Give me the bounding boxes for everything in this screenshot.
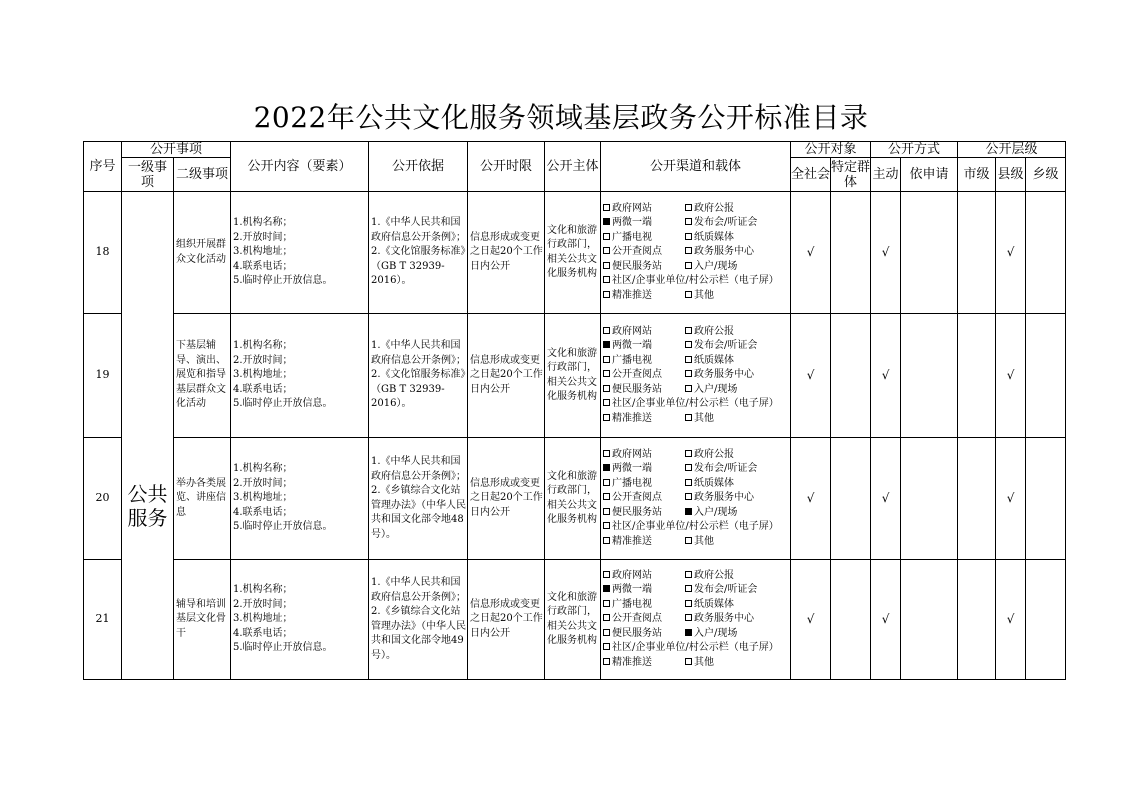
channel-line bbox=[603, 627, 789, 642]
channel-label: 政府公报 bbox=[694, 569, 735, 581]
channel-option bbox=[603, 412, 685, 427]
audience-all-mark: √ bbox=[791, 560, 831, 680]
level-county-mark: √ bbox=[996, 192, 1026, 314]
table-row bbox=[84, 560, 1066, 680]
unchecked-box-icon bbox=[603, 508, 610, 515]
channel-line bbox=[603, 383, 789, 398]
channel-option bbox=[603, 216, 685, 231]
channel-line bbox=[603, 216, 789, 231]
channel-label: 便民服务站 bbox=[612, 506, 663, 518]
unchecked-box-icon bbox=[685, 585, 692, 592]
channel-option bbox=[603, 354, 685, 369]
method-active-mark: √ bbox=[871, 560, 901, 680]
content-line: 3.机构地址； bbox=[233, 492, 293, 504]
method-active-mark: √ bbox=[871, 314, 901, 438]
row-seq: 20 bbox=[84, 438, 122, 560]
row-content bbox=[231, 192, 369, 314]
content-line: 5.临时停止开放信息。 bbox=[233, 398, 333, 410]
channel-label: 入户/现场 bbox=[694, 260, 738, 272]
audience-specific-mark bbox=[831, 560, 871, 680]
row-item: 组织开展群众文化活动 bbox=[174, 192, 231, 314]
unchecked-box-icon bbox=[603, 450, 610, 457]
channel-label: 政府公报 bbox=[694, 448, 735, 460]
page-title: 2022年公共文化服务领域基层政务公开标准目录 bbox=[253, 101, 869, 134]
channel-line bbox=[603, 612, 789, 627]
channel-option bbox=[603, 520, 779, 535]
table-row bbox=[84, 438, 1066, 560]
channel-option bbox=[603, 598, 685, 613]
channel-line bbox=[603, 462, 789, 477]
channel-option bbox=[685, 598, 734, 613]
channel-label: 其他 bbox=[694, 535, 715, 547]
unchecked-box-icon bbox=[685, 204, 692, 211]
channel-line bbox=[603, 520, 789, 535]
channel-option bbox=[685, 477, 734, 492]
channel-option bbox=[685, 583, 757, 598]
content-line: 4.联系电话； bbox=[233, 627, 293, 639]
level-city-mark bbox=[958, 314, 996, 438]
channel-line bbox=[603, 368, 789, 383]
level-city-mark bbox=[958, 192, 996, 314]
channel-line bbox=[603, 506, 789, 521]
channel-option bbox=[685, 569, 734, 584]
channel-line bbox=[603, 202, 789, 217]
unchecked-box-icon bbox=[603, 493, 610, 500]
checked-box-icon bbox=[603, 218, 610, 225]
channel-label: 公开查阅点 bbox=[612, 492, 663, 504]
unchecked-box-icon bbox=[685, 370, 692, 377]
channel-label: 发布会/听证会 bbox=[694, 463, 758, 475]
table-body bbox=[84, 192, 1066, 680]
category-cell bbox=[122, 192, 174, 680]
channel-label: 广播电视 bbox=[612, 354, 653, 366]
channel-option bbox=[603, 612, 685, 627]
channel-option bbox=[685, 383, 737, 398]
unchecked-box-icon bbox=[685, 571, 692, 578]
channel-label: 社区/企事业单位/村公示栏（电子屏） bbox=[612, 398, 779, 410]
row-basis: 1.《中华人民共和国政府信息公开条例》；2.《文化馆服务标准》（GB T 32939-2016）。 bbox=[369, 314, 468, 438]
channel-option bbox=[603, 368, 685, 383]
checked-box-icon bbox=[603, 464, 610, 471]
unchecked-box-icon bbox=[685, 233, 692, 240]
row-channels bbox=[601, 192, 791, 314]
row-channels bbox=[601, 560, 791, 680]
channel-option bbox=[603, 462, 685, 477]
header-level-group: 公开层级 bbox=[958, 142, 1066, 158]
header-level-city: 市级 bbox=[958, 158, 996, 192]
checked-box-icon bbox=[603, 341, 610, 348]
unchecked-box-icon bbox=[685, 537, 692, 544]
unchecked-box-icon bbox=[603, 247, 610, 254]
unchecked-box-icon bbox=[603, 399, 610, 406]
content-line: 2.开放时间； bbox=[233, 354, 293, 366]
unchecked-box-icon bbox=[685, 414, 692, 421]
content-line: 4.联系电话； bbox=[233, 260, 293, 272]
channel-label: 纸质媒体 bbox=[694, 354, 735, 366]
channel-line bbox=[603, 656, 789, 671]
header-subject: 公开主体 bbox=[545, 142, 601, 192]
channel-option bbox=[603, 535, 685, 550]
channel-option bbox=[685, 462, 757, 477]
row-subject: 文化和旅游行政部门，相关公共文化服务机构 bbox=[545, 560, 601, 680]
row-seq: 21 bbox=[84, 560, 122, 680]
level-county-mark: √ bbox=[996, 314, 1026, 438]
channel-label: 政府网站 bbox=[612, 202, 653, 214]
header-level1: 一级事项 bbox=[122, 158, 174, 192]
row-item: 下基层辅导、演出、展览和指导基层群众文化活动 bbox=[174, 314, 231, 438]
channel-line bbox=[603, 569, 789, 584]
channel-line bbox=[603, 641, 789, 656]
channel-label: 政务服务中心 bbox=[694, 369, 755, 381]
level-town-mark bbox=[1026, 560, 1066, 680]
channel-line bbox=[603, 448, 789, 463]
channel-line bbox=[603, 412, 789, 427]
method-request-mark bbox=[901, 438, 958, 560]
unchecked-box-icon bbox=[603, 291, 610, 298]
audience-all-mark: √ bbox=[791, 438, 831, 560]
channel-label: 广播电视 bbox=[612, 598, 653, 610]
level-town-mark bbox=[1026, 314, 1066, 438]
channel-line bbox=[603, 598, 789, 613]
channel-label: 公开查阅点 bbox=[612, 369, 663, 381]
header-level-town: 乡级 bbox=[1026, 158, 1066, 192]
channel-line bbox=[603, 245, 789, 260]
unchecked-box-icon bbox=[685, 450, 692, 457]
audience-specific-mark bbox=[831, 192, 871, 314]
method-request-mark bbox=[901, 560, 958, 680]
channel-line bbox=[603, 260, 789, 275]
category-label: 公共服务 bbox=[127, 481, 168, 530]
channel-option bbox=[685, 339, 757, 354]
unchecked-box-icon bbox=[603, 276, 610, 283]
channel-label: 公开查阅点 bbox=[612, 613, 663, 625]
channel-option bbox=[685, 245, 754, 260]
unchecked-box-icon bbox=[685, 262, 692, 269]
row-content bbox=[231, 560, 369, 680]
channel-option bbox=[603, 448, 685, 463]
channel-label: 政务服务中心 bbox=[694, 613, 755, 625]
method-active-mark: √ bbox=[871, 192, 901, 314]
level-town-mark bbox=[1026, 192, 1066, 314]
audience-specific-mark bbox=[831, 314, 871, 438]
content-line: 4.联系电话； bbox=[233, 383, 293, 395]
unchecked-box-icon bbox=[603, 370, 610, 377]
audience-all-mark: √ bbox=[791, 314, 831, 438]
channel-label: 社区/企事业单位/村公示栏（电子屏） bbox=[612, 275, 779, 287]
header-method-request: 依申请 bbox=[901, 158, 958, 192]
row-deadline: 信息形成或变更之日起20个工作日内公开 bbox=[468, 192, 545, 314]
channel-option bbox=[685, 260, 737, 275]
unchecked-box-icon bbox=[685, 291, 692, 298]
channel-label: 两微一端 bbox=[612, 463, 653, 475]
unchecked-box-icon bbox=[603, 629, 610, 636]
header-audience-group: 公开对象 bbox=[791, 142, 871, 158]
header-level2: 二级事项 bbox=[174, 158, 231, 192]
unchecked-box-icon bbox=[603, 600, 610, 607]
header-level-county: 县级 bbox=[996, 158, 1026, 192]
channel-option bbox=[603, 627, 685, 642]
unchecked-box-icon bbox=[685, 464, 692, 471]
unchecked-box-icon bbox=[685, 247, 692, 254]
channel-label: 政府网站 bbox=[612, 325, 653, 337]
channel-option bbox=[685, 289, 714, 304]
content-line: 5.临时停止开放信息。 bbox=[233, 521, 333, 533]
channel-label: 入户/现场 bbox=[694, 627, 738, 639]
header-basis: 公开依据 bbox=[369, 142, 468, 192]
channel-line bbox=[603, 339, 789, 354]
header-deadline: 公开时限 bbox=[468, 142, 545, 192]
channel-label: 其他 bbox=[694, 412, 715, 424]
channel-option bbox=[603, 245, 685, 260]
channel-option bbox=[603, 231, 685, 246]
channel-option bbox=[603, 325, 685, 340]
channel-option bbox=[685, 627, 737, 642]
content-line: 5.临时停止开放信息。 bbox=[233, 642, 333, 654]
row-seq: 18 bbox=[84, 192, 122, 314]
row-item: 辅导和培训基层文化骨干 bbox=[174, 560, 231, 680]
channel-label: 精准推送 bbox=[612, 412, 653, 424]
channel-label: 纸质媒体 bbox=[694, 477, 735, 489]
unchecked-box-icon bbox=[603, 522, 610, 529]
channel-option bbox=[685, 448, 734, 463]
channel-option bbox=[603, 260, 685, 275]
level-county-mark: √ bbox=[996, 560, 1026, 680]
level-town-mark bbox=[1026, 438, 1066, 560]
row-basis: 1.《中华人民共和国政府信息公开条例》；2.《乡镇综合文化站管理办法》（中华人民共和国文化部令地49号）。 bbox=[369, 560, 468, 680]
row-basis: 1.《中华人民共和国政府信息公开条例》；2.《文化馆服务标准》（GB T 32939-2016）。 bbox=[369, 192, 468, 314]
unchecked-box-icon bbox=[603, 385, 610, 392]
channel-option bbox=[685, 612, 754, 627]
unchecked-box-icon bbox=[685, 493, 692, 500]
channel-label: 公开查阅点 bbox=[612, 246, 663, 258]
channel-label: 政府网站 bbox=[612, 448, 653, 460]
method-active-mark: √ bbox=[871, 438, 901, 560]
channel-option bbox=[603, 339, 685, 354]
channel-label: 其他 bbox=[694, 656, 715, 668]
row-subject: 文化和旅游行政部门，相关公共文化服务机构 bbox=[545, 314, 601, 438]
channel-line bbox=[603, 477, 789, 492]
channel-option bbox=[685, 231, 734, 246]
channel-option bbox=[685, 368, 754, 383]
audience-specific-mark bbox=[831, 438, 871, 560]
channel-line bbox=[603, 354, 789, 369]
content-line: 1.机构名称； bbox=[233, 340, 293, 352]
content-line: 2.开放时间； bbox=[233, 598, 293, 610]
header-content: 公开内容（要素） bbox=[231, 142, 369, 192]
level-city-mark bbox=[958, 438, 996, 560]
channel-label: 广播电视 bbox=[612, 477, 653, 489]
row-subject: 文化和旅游行政部门，相关公共文化服务机构 bbox=[545, 438, 601, 560]
channel-label: 精准推送 bbox=[612, 656, 653, 668]
channel-label: 政务服务中心 bbox=[694, 492, 755, 504]
unchecked-box-icon bbox=[603, 414, 610, 421]
content-line: 1.机构名称； bbox=[233, 584, 293, 596]
row-deadline: 信息形成或变更之日起20个工作日内公开 bbox=[468, 560, 545, 680]
table-row bbox=[84, 314, 1066, 438]
content-line: 2.开放时间； bbox=[233, 231, 293, 243]
content-line: 3.机构地址； bbox=[233, 613, 293, 625]
channel-label: 发布会/听证会 bbox=[694, 340, 758, 352]
table-row bbox=[84, 192, 1066, 314]
channel-option bbox=[603, 274, 779, 289]
channel-option bbox=[603, 569, 685, 584]
channel-label: 其他 bbox=[694, 289, 715, 301]
channel-option bbox=[685, 202, 734, 217]
channel-label: 政府网站 bbox=[612, 569, 653, 581]
channel-option bbox=[685, 216, 757, 231]
unchecked-box-icon bbox=[685, 614, 692, 621]
unchecked-box-icon bbox=[685, 479, 692, 486]
channel-label: 发布会/听证会 bbox=[694, 584, 758, 596]
unchecked-box-icon bbox=[603, 658, 610, 665]
channel-option bbox=[685, 506, 737, 521]
channel-option bbox=[685, 354, 734, 369]
channel-option bbox=[603, 289, 685, 304]
unchecked-box-icon bbox=[685, 356, 692, 363]
channel-line bbox=[603, 231, 789, 246]
channel-label: 入户/现场 bbox=[694, 383, 738, 395]
channel-label: 便民服务站 bbox=[612, 260, 663, 272]
channel-label: 两微一端 bbox=[612, 584, 653, 596]
content-line: 1.机构名称； bbox=[233, 463, 293, 475]
row-subject: 文化和旅游行政部门，相关公共文化服务机构 bbox=[545, 192, 601, 314]
row-deadline: 信息形成或变更之日起20个工作日内公开 bbox=[468, 314, 545, 438]
content-line: 2.开放时间； bbox=[233, 477, 293, 489]
audience-all-mark: √ bbox=[791, 192, 831, 314]
channel-option bbox=[603, 656, 685, 671]
channel-option bbox=[603, 477, 685, 492]
channel-option bbox=[685, 656, 714, 671]
channel-option bbox=[603, 383, 685, 398]
header-audience-all: 全社会 bbox=[791, 158, 831, 192]
unchecked-box-icon bbox=[603, 262, 610, 269]
channel-label: 两微一端 bbox=[612, 340, 653, 352]
channel-option bbox=[685, 412, 714, 427]
channel-option bbox=[603, 641, 779, 656]
unchecked-box-icon bbox=[685, 385, 692, 392]
channel-option bbox=[603, 397, 779, 412]
channel-label: 纸质媒体 bbox=[694, 598, 735, 610]
channel-label: 社区/企事业单位/村公示栏（电子屏） bbox=[612, 521, 779, 533]
channel-line bbox=[603, 274, 789, 289]
row-content bbox=[231, 314, 369, 438]
content-line: 3.机构地址； bbox=[233, 369, 293, 381]
header-matter-group: 公开事项 bbox=[122, 142, 231, 158]
channel-label: 便民服务站 bbox=[612, 627, 663, 639]
row-channels bbox=[601, 438, 791, 560]
row-seq: 19 bbox=[84, 314, 122, 438]
channel-line bbox=[603, 583, 789, 598]
channel-label: 两微一端 bbox=[612, 217, 653, 229]
unchecked-box-icon bbox=[603, 643, 610, 650]
disclosure-table bbox=[83, 141, 1066, 680]
checked-box-icon bbox=[685, 508, 692, 515]
checked-box-icon bbox=[603, 585, 610, 592]
content-line: 1.机构名称； bbox=[233, 217, 293, 229]
header-seq: 序号 bbox=[84, 142, 122, 192]
unchecked-box-icon bbox=[603, 571, 610, 578]
channel-option bbox=[603, 506, 685, 521]
channel-label: 政务服务中心 bbox=[694, 246, 755, 258]
channel-line bbox=[603, 289, 789, 304]
header-method-active: 主动 bbox=[871, 158, 901, 192]
unchecked-box-icon bbox=[603, 614, 610, 621]
channel-label: 社区/企事业单位/村公示栏（电子屏） bbox=[612, 642, 779, 654]
channel-option bbox=[685, 491, 754, 506]
channel-line bbox=[603, 397, 789, 412]
row-item: 举办各类展览、讲座信息 bbox=[174, 438, 231, 560]
channel-option bbox=[603, 202, 685, 217]
level-city-mark bbox=[958, 560, 996, 680]
channel-option bbox=[603, 491, 685, 506]
level-county-mark: √ bbox=[996, 438, 1026, 560]
header-audience-specific: 特定群体 bbox=[831, 159, 871, 190]
channel-option bbox=[685, 325, 734, 340]
row-channels bbox=[601, 314, 791, 438]
channel-line bbox=[603, 325, 789, 340]
row-content bbox=[231, 438, 369, 560]
channel-label: 精准推送 bbox=[612, 289, 653, 301]
header-method-group: 公开方式 bbox=[871, 142, 958, 158]
channel-line bbox=[603, 535, 789, 550]
unchecked-box-icon bbox=[685, 658, 692, 665]
channel-label: 便民服务站 bbox=[612, 383, 663, 395]
method-request-mark bbox=[901, 192, 958, 314]
unchecked-box-icon bbox=[685, 327, 692, 334]
channel-label: 政府公报 bbox=[694, 202, 735, 214]
unchecked-box-icon bbox=[603, 233, 610, 240]
channel-label: 广播电视 bbox=[612, 231, 653, 243]
content-line: 3.机构地址； bbox=[233, 246, 293, 258]
unchecked-box-icon bbox=[603, 479, 610, 486]
checked-box-icon bbox=[685, 629, 692, 636]
channel-label: 纸质媒体 bbox=[694, 231, 735, 243]
header-channels: 公开渠道和载体 bbox=[601, 142, 791, 192]
content-line: 5.临时停止开放信息。 bbox=[233, 275, 333, 287]
method-request-mark bbox=[901, 314, 958, 438]
unchecked-box-icon bbox=[603, 356, 610, 363]
channel-label: 入户/现场 bbox=[694, 506, 738, 518]
unchecked-box-icon bbox=[685, 600, 692, 607]
content-line: 4.联系电话； bbox=[233, 506, 293, 518]
row-deadline: 信息形成或变更之日起20个工作日内公开 bbox=[468, 438, 545, 560]
channel-option bbox=[603, 583, 685, 598]
channel-option bbox=[685, 535, 714, 550]
channel-label: 精准推送 bbox=[612, 535, 653, 547]
unchecked-box-icon bbox=[685, 218, 692, 225]
channel-label: 发布会/听证会 bbox=[694, 217, 758, 229]
unchecked-box-icon bbox=[603, 537, 610, 544]
channel-line bbox=[603, 491, 789, 506]
channel-label: 政府公报 bbox=[694, 325, 735, 337]
row-basis: 1.《中华人民共和国政府信息公开条例》；2.《乡镇综合文化站管理办法》（中华人民共和国文化部令地48号）。 bbox=[369, 438, 468, 560]
unchecked-box-icon bbox=[603, 204, 610, 211]
unchecked-box-icon bbox=[603, 327, 610, 334]
unchecked-box-icon bbox=[685, 341, 692, 348]
